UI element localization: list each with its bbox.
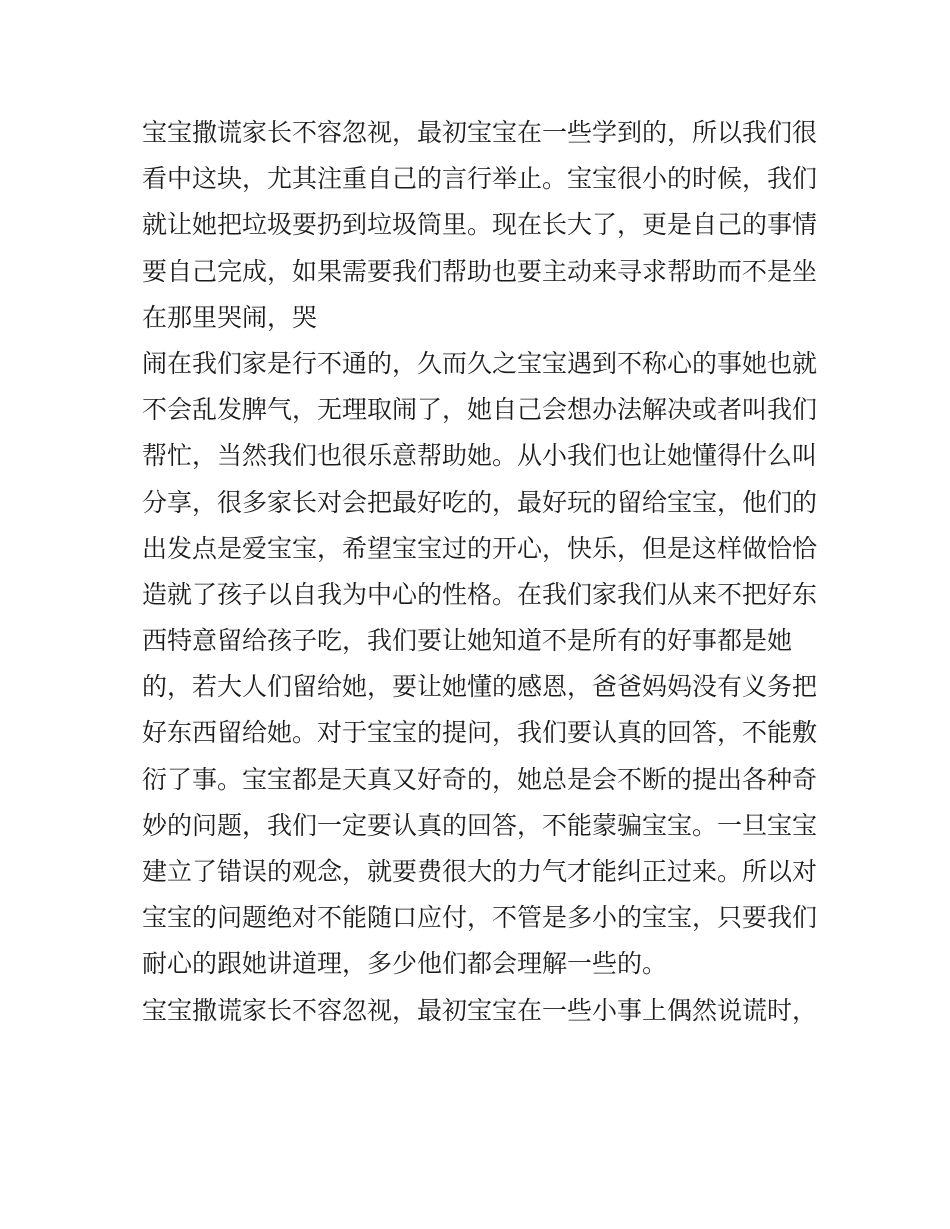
text-line-17: 建立了错误的观念，就要费很大的力气才能纠正过来。所以对 [142,857,818,886]
text-line-19: 耐心的跟她讲道理，多少他们都会理解一些的。 [142,949,668,979]
text-line-20: 宝宝撒谎家长不容忽视，最初宝宝在一些小事上偶然说谎时， [142,995,818,1025]
text-line-9: 分享，很多家长对会把最好吃的，最好玩的留给宝宝，他们的 [142,487,818,517]
body-text [142,110,817,1034]
text-line-7: 不会乱发脾气，无理取闹了，她自己会想办法解决或者叫我们 [142,395,818,425]
text-line-3: 就让她把垃圾要扔到垃圾筒里。现在长大了，更是自己的事情 [142,210,818,240]
text-line-1: 宝宝撒谎家长不容忽视，最初宝宝在一些学到的，所以我们很 [142,118,818,147]
text-line-2: 看中这块，尤其注重自己的言行举止。宝宝很小的时候，我们 [142,164,818,194]
text-line-15: 衍了事。宝宝都是天真又好奇的，她总是会不断的提出各种奇 [142,764,818,794]
text-line-4: 要自己完成，如果需要我们帮助也要主动来寻求帮助而不是坐 [142,256,818,286]
text-line-18: 宝宝的问题绝对不能随口应付，不管是多小的宝宝，只要我们 [142,903,818,933]
text-line-14: 好东西留给她。对于宝宝的提问，我们要认真的回答，不能敷 [142,718,818,748]
text-line-6: 闹在我们家是行不通的，久而久之宝宝遇到不称心的事她也就 [142,348,818,378]
text-line-8: 帮忙，当然我们也很乐意帮助她。从小我们也让她懂得什么叫 [142,441,818,471]
text-line-16: 妙的问题，我们一定要认真的回答，不能蒙骗宝宝。一旦宝宝 [142,810,818,840]
text-line-13: 的，若大人们留给她，要让她懂的感恩，爸爸妈妈没有义务把 [142,672,818,702]
text-line-10: 出发点是爱宝宝，希望宝宝过的开心，快乐，但是这样做恰恰 [142,533,818,563]
text-line-5: 在那里哭闹，哭 [142,302,318,332]
text-line-11: 造就了孩子以自我为中心的性格。在我们家我们从来不把好东 [142,579,818,609]
text-line-12: 西特意留给孩子吃，我们要让她知道不是所有的好事都是她 [142,626,793,656]
